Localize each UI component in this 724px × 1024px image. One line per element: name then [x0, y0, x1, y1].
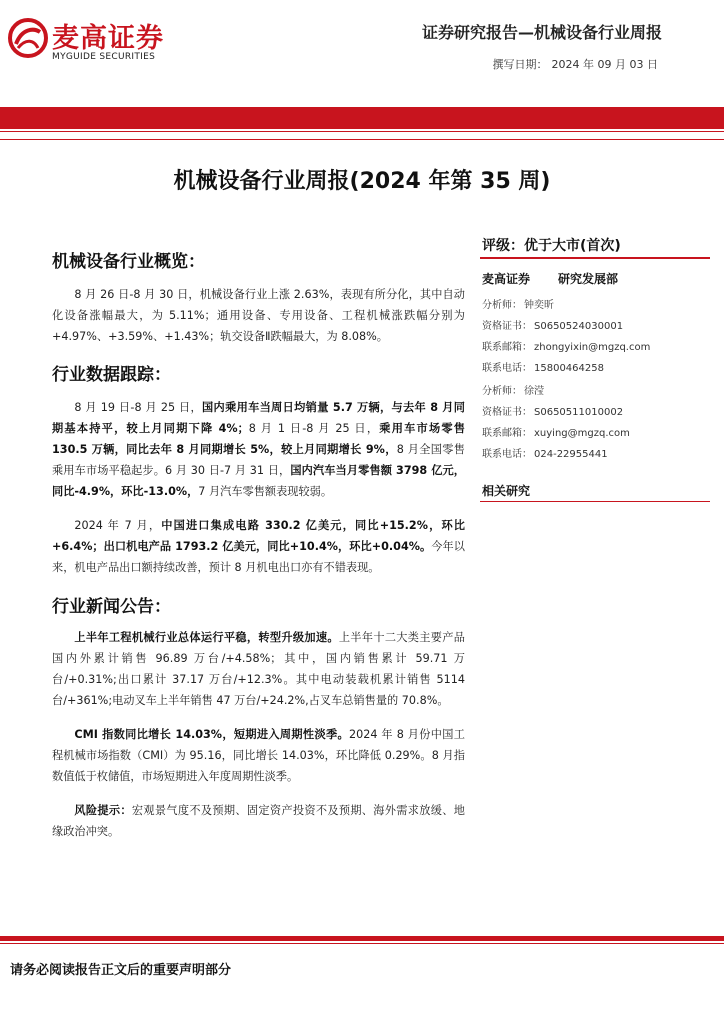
news-paragraph-2: CMI 指数同比增长 14.03%，短期进入周期性淡季。2024 年 8 月份中国工程机械市场指数（CMI）为 95.16，同比增长 14.03%，环比降低 0.29%。8 月指数值低于枚储值，市场短期进入年度周期性淡季。	[52, 728, 465, 783]
analyst-name: 钟奕昕	[524, 300, 554, 311]
header-divider	[0, 131, 724, 132]
section-heading-news: 行业新闻公告：	[52, 597, 171, 617]
section-heading-tracking: 行业数据跟踪：	[52, 365, 171, 385]
tracking-paragraph-1: 8 月 19 日-8 月 25 日，国内乘用车当周日均销量 5.7 万辆，与去年 8 月同期基本持平，较上月同期下降 4%；8 月 1 日-8 月 25 日，乘用车市场零售 130.5 万辆，同比去年 8 月同期增长 5%，较上月同期增长 9%，8 月全国零售乘用车市场平稳起步。6 月 30 日-7 月 31 日，国内汽车当月零售额 3798 亿元，同比-4.9%，环比-13.0%，7 月汽车零售额表现较弱。	[52, 401, 465, 498]
department: 麦高证券 研究发展部	[482, 272, 619, 286]
analyst-cert: S0650524030001	[534, 321, 624, 332]
section-heading-overview: 机械设备行业概览：	[52, 252, 205, 272]
analyst-email: zhongyixin@mgzq.com	[534, 342, 651, 353]
page-title: 机械设备行业周报(2024 年第 35 周)	[173, 169, 551, 194]
footer-divider	[0, 943, 724, 944]
logo-subtitle: MYGUIDE SECURITIES	[52, 52, 156, 62]
rating: 评级：优于大市(首次)	[482, 238, 621, 254]
related-research-heading: 相关研究	[482, 484, 531, 498]
date-value: 2024 年 09 月 03 日	[551, 58, 658, 71]
report-date	[493, 56, 662, 72]
tracking-paragraph-2: 2024 年 7 月，中国进口集成电路 330.2 亿美元，同比+15.2%，环比+6.4%；出口机电产品 1793.2 亿美元，同比+10.4%，环比+0.04%。今年以来，机电产品出口额持续改善，预计 8 月机电出口亦有不错表现。	[52, 519, 465, 574]
analyst-phone: 15800464258	[534, 363, 604, 374]
header-divider-secondary	[0, 139, 724, 140]
logo-text: 麦高证券	[52, 23, 164, 54]
footer-band	[0, 936, 724, 941]
analyst-card-2: 分析师： 徐滢 资格证书： S0650511010002 联系邮箱： xuying@mgzq.com 联系电话： 024-22955441	[482, 386, 630, 460]
analyst-name: 徐滢	[524, 386, 544, 397]
analyst-phone: 024-22955441	[534, 449, 608, 460]
analyst-email: xuying@mgzq.com	[534, 428, 630, 439]
report-type: 证券研究报告—机械设备行业周报	[421, 23, 662, 42]
company-logo-icon	[8, 18, 48, 58]
footer-disclaimer: 请务必阅读报告正文后的重要声明部分	[10, 963, 232, 978]
news-paragraph-1: 上半年工程机械行业总体运行平稳，转型升级加速。上半年十二大类主要产品国内外累计销售 96.89 万台/+4.58%；其中，国内销售累计 59.71 万台/+0.31%;出口累计 37.17 万台/+12.3%。其中电动装载机累计销售 5114 台/+361%;电动叉车上半年销售 47 万台/+24.2%,占叉车总销售量的 70.8%。	[52, 631, 465, 707]
rating-divider	[480, 257, 710, 259]
date-label: 撰写日期：	[492, 58, 548, 71]
risk-warning: 风险提示：宏观景气度不及预期、固定资产投资不及预期、海外需求放缓、地缘政治冲突。	[52, 804, 465, 838]
analyst-cert: S0650511010002	[534, 407, 624, 418]
related-divider	[480, 501, 710, 502]
analyst-card-1: 分析师： 钟奕昕 资格证书： S0650524030001 联系邮箱： zhongyixin@mgzq.com 联系电话： 15800464258	[482, 300, 651, 374]
overview-paragraph: 8 月 26 日-8 月 30 日，机械设备行业上涨 2.63%，表现有所分化，其中自动化设备涨幅最大，为 5.11%；通用设备、专用设备、工程机械涨跌幅分别为+4.97%、+3.59%、+1.43%；轨交设备Ⅱ跌幅最大，为 8.08%。	[52, 288, 465, 343]
header-band	[0, 107, 724, 129]
